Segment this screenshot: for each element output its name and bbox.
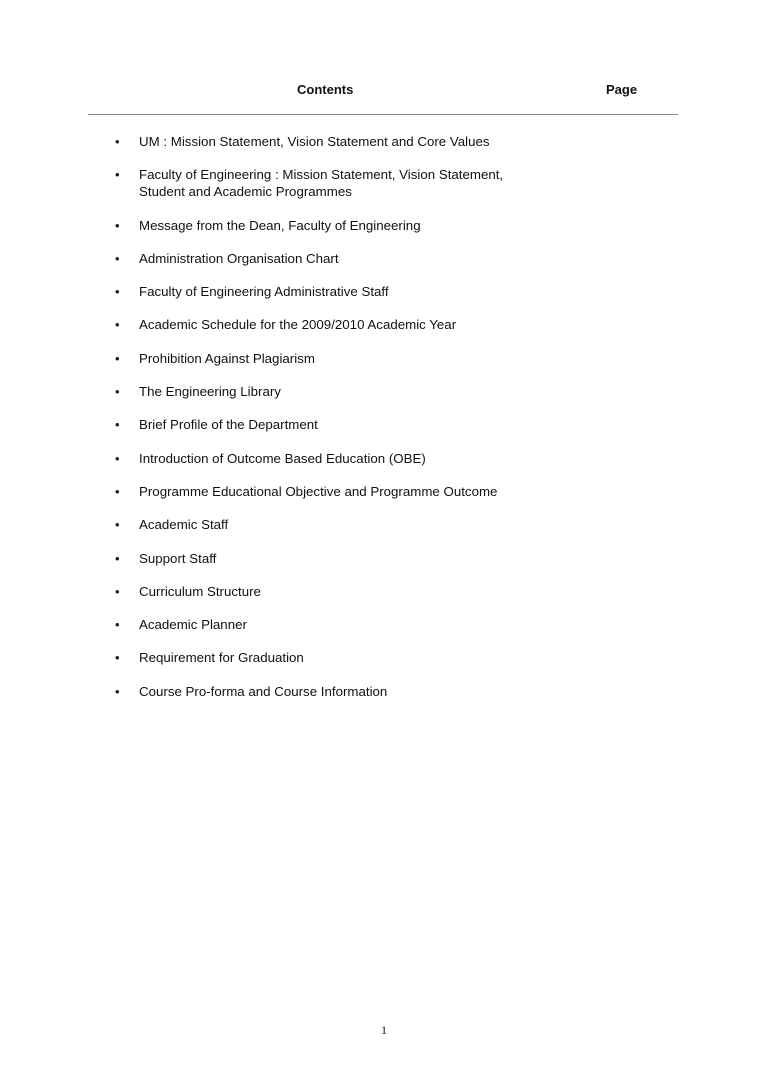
toc-item-label: Course Pro-forma and Course Information [139,683,388,699]
header-divider [88,114,678,115]
toc-item-label: Academic Staff [139,517,229,533]
toc-item-label: Introduction of Outcome Based Education (OBE) [139,450,426,466]
toc-item-label: Requirement for Graduation [139,650,304,666]
toc-item [0,583,768,600]
toc-item [0,350,768,367]
toc-item-label: Programme Educational Objective and Programme Outcome [139,483,498,499]
toc-item [0,416,768,433]
bullet-icon: • [115,250,120,266]
toc-item [0,649,768,666]
bullet-icon: • [115,683,120,699]
toc-item-label: The Engineering Library [139,384,281,400]
bullet-icon: • [115,417,120,433]
toc-item-label: Faculty of Engineering : Mission Statement, Vision Statement, Student and Academic Programmes [139,167,504,200]
toc-item [0,483,768,500]
toc-item [0,217,768,234]
toc-item [0,283,768,300]
page-number: 1 [381,1023,387,1037]
toc-item [0,683,768,700]
toc-item-label: Faculty of Engineering Administrative Staff [139,284,389,300]
bullet-icon: • [115,284,120,300]
page-column-heading: Page [606,82,638,97]
toc-item [0,250,768,267]
toc-item-label: Academic Schedule for the 2009/2010 Academic Year [139,317,457,333]
bullet-icon: • [115,350,120,366]
contents-heading: Contents [297,82,354,97]
bullet-icon: • [115,483,120,499]
contents-header [0,82,768,100]
bullet-icon: • [115,583,120,599]
toc-item-label: Curriculum Structure [139,583,261,599]
bullet-icon: • [115,650,120,666]
bullet-icon: • [115,450,120,466]
toc-item-label: Administration Organisation Chart [139,250,339,266]
toc-item [0,516,768,533]
toc-item [0,450,768,467]
bullet-icon: • [115,384,120,400]
bullet-icon: • [115,217,120,233]
toc-item [0,133,768,150]
bullet-icon: • [115,517,120,533]
bullet-icon: • [115,167,120,183]
toc-item-label: UM : Mission Statement, Vision Statement and Core Values [139,134,490,149]
toc-item-label: Support Staff [139,550,217,566]
table-of-contents [0,133,768,716]
toc-item-label: Message from the Dean, Faculty of Engineering [139,217,421,233]
bullet-icon: • [115,134,120,149]
toc-item [0,616,768,633]
toc-item [0,383,768,400]
toc-item-label: Academic Planner [139,617,247,633]
bullet-icon: • [115,317,120,333]
bullet-icon: • [115,550,120,566]
toc-item [0,166,768,200]
toc-item-label: Brief Profile of the Department [139,417,318,433]
toc-item [0,550,768,567]
bullet-icon: • [115,617,120,633]
toc-item [0,316,768,333]
toc-item-label: Prohibition Against Plagiarism [139,350,315,366]
